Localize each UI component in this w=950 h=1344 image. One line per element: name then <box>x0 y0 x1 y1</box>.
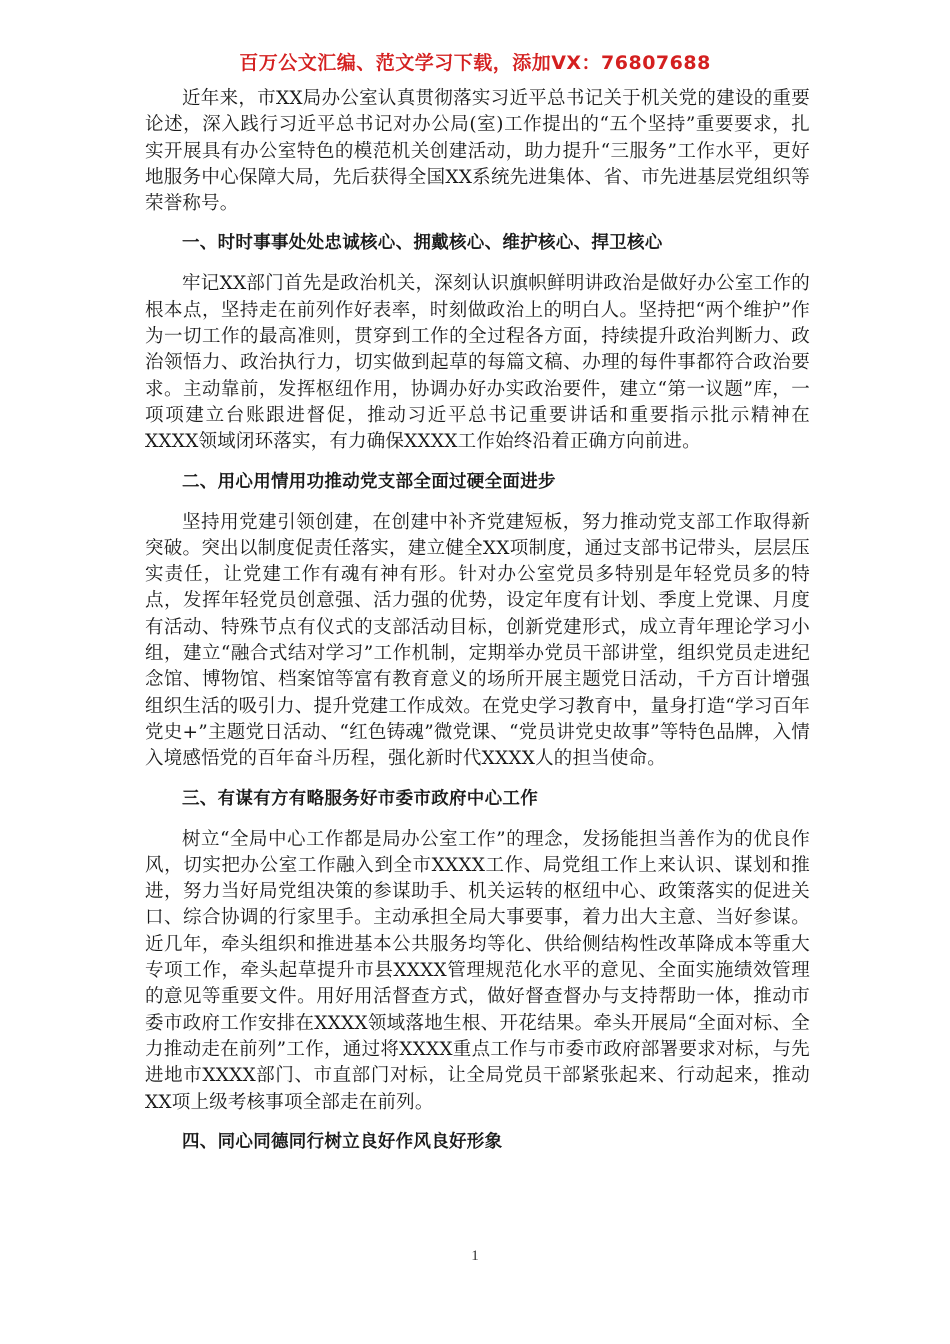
section-1-body: 牢记XX部门首先是政治机关，深刻认识旗帜鲜明讲政治是做好办公室工作的根本点，坚持走在前列作好表率，时刻做政治上的明白人。坚持把“两个维护”作为一切工作的最高准则，贯穿到工作的全过程各方面，持续提升政治判断力、政治领悟力、政治执行力，切实做到起草的每篇文稿、办理的每件事都符合政治要求。主动靠前，发挥枢纽作用，协调办好办实政治要件，建立“第一议题”库，一项项建立台账跟进督促，推动习近平总书记重要讲话和重要指示批示精神在XXXX领域闭环落实，有力确保XXXX工作始终沿着正确方向前进。 <box>145 273 810 453</box>
section-2-body: 坚持用党建引领创建，在创建中补齐党建短板，努力推动党支部工作取得新突破。突出以制度促责任落实，建立健全XX项制度，通过支部书记带头，层层压实责任，让党建工作有魂有神有形。针对办公室党员多特别是年轻党员多的特点，发挥年轻党员创意强、活力强的优势，设定年度有计划、季度上党课、月度有活动、特殊节点有仪式的支部活动目标，创新党建形式，成立青年理论学习小组，建立“融合式结对学习”工作机制，定期举办党员干部讲堂，组织党员走进纪念馆、博物馆、档案馆等富有教育意义的场所开展主题党日活动，千方百计增强组织生活的吸引力、提升党建工作成效。在党史学习教育中，量身打造“学习百年党史+”主题党日活动、“红色铸魂”微党课、“党员讲党史故事”等特色品牌，入情入境感悟党的百年奋斗历程，强化新时代XXXX人的担当使命。 <box>145 511 810 770</box>
document-body <box>145 86 810 1170</box>
promo-banner: 百万公文汇编、范文学习下载，添加VX：76807688 <box>239 52 711 74</box>
section-1-heading: 一、时时事事处处忠诚核心、拥戴核心、维护核心、捍卫核心 <box>182 233 663 254</box>
section-4-heading: 四、同心同德同行树立良好作风良好形象 <box>182 1131 503 1152</box>
section-3-body: 树立“全局中心工作都是局办公室工作”的理念，发扬能担当善作为的优良作风，切实把办公室工作融入到全市XXXX工作、局党组工作上来认识、谋划和推进，努力当好局党组决策的参谋助手、机关运转的枢纽中心、政策落实的促进关口、综合协调的行家里手。主动承担全局大事要事，着力出大主意、当好参谋。近几年，牵头组织和推进基本公共服务均等化、供给侧结构性改革降成本等重大专项工作，牵头起草提升市县XXXX管理规范化水平的意见、全面实施绩效管理的意见等重要文件。用好用活督查方式，做好督查督办与支持帮助一体，推动市委市政府工作安排在XXXX领域落地生根、开花结果。牵头开展局“全面对标、全力推动走在前列”工作，通过将XXXX重点工作与市委市政府部署要求对标，与先进地市XXXX部门、市直部门对标，让全局党员干部紧张起来、行动起来，推动XX项上级考核事项全部走在前列。 <box>145 828 810 1113</box>
page-number: 1 <box>471 1248 479 1264</box>
intro-paragraph: 近年来，市XX局办公室认真贯彻落实习近平总书记关于机关党的建设的重要论述，深入践行习近平总书记对办公局(室)工作提出的“五个坚持”重要要求，扎实开展具有办公室特色的模范机关创建活动，助力提升“三服务”工作水平，更好地服务中心保障大局，先后获得全国XX系统先进集体、省、市先进基层党组织等荣誉称号。 <box>145 88 810 215</box>
section-2-heading: 二、用心用情用功推动党支部全面过硬全面进步 <box>182 471 556 492</box>
section-3-heading: 三、有谋有方有略服务好市委市政府中心工作 <box>182 788 538 809</box>
